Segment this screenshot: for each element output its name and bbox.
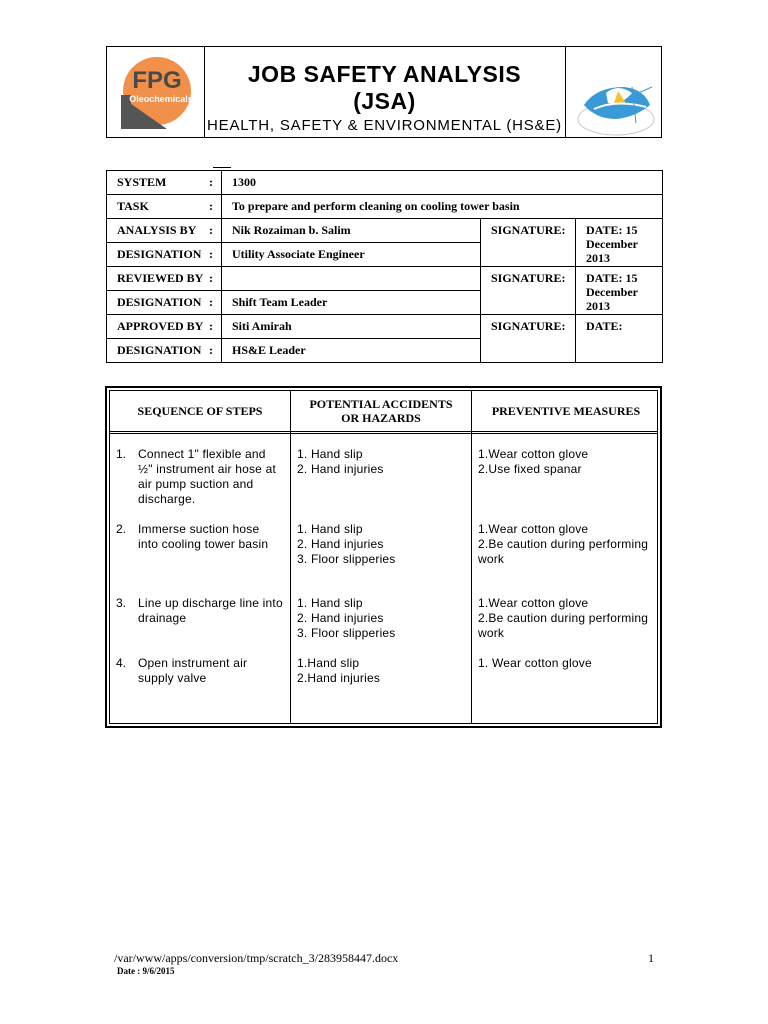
fpg-logo-icon [117, 55, 195, 131]
date-cell: DATE: 15 December 2013 [576, 219, 663, 267]
emblem-cell [565, 47, 662, 137]
header-title-cell [204, 47, 565, 137]
measures-text: 1.Wear cotton glove 2.Use fixed spanar [478, 447, 589, 476]
hazards-text: 1. Hand slip 2. Hand injuries [297, 447, 384, 476]
footer-date: Date : 9/6/2015 [117, 966, 175, 976]
document-header [106, 46, 662, 138]
table-row: REVIEWED BY : SIGNATURE: DATE: 15 December 2013 [107, 267, 663, 291]
column-header-hazards: POTENTIAL ACCIDENTS OR HAZARDS [309, 397, 453, 425]
measures-text: 1.Wear cotton glove 2.Be caution during performing work [478, 522, 649, 566]
step-text: Line up discharge line into drainage [138, 596, 283, 625]
column-header-measures: PREVENTIVE MEASURES [491, 404, 641, 418]
table-row: TASK : To prepare and perform cleaning on cooling tower basin [107, 195, 663, 219]
measures-text: 1.Wear cotton glove 2.Be caution during performing work [478, 596, 649, 640]
svg-text:Oleochemicals: Oleochemicals [129, 94, 193, 104]
hazards-text: 1. Hand slip 2. Hand injuries 3. Floor slipperies [297, 522, 396, 566]
table-row: DESIGNATION : Shift Team Leader [107, 291, 663, 315]
table-row: DESIGNATION : HS&E Leader [107, 339, 663, 363]
hse-emblem-icon [566, 47, 662, 137]
date-cell: DATE: 15 December 2013 [576, 267, 663, 315]
page-number: 1 [648, 951, 654, 965]
document-title: JOB SAFETY ANALYSIS (JSA) [247, 61, 522, 114]
company-logo-cell [107, 47, 205, 137]
hazards-text: 1.Hand slip 2.Hand injuries [297, 656, 381, 685]
column-header-steps: SEQUENCE OF STEPS [137, 404, 263, 418]
step-text: Connect 1" flexible and ½" instrument air hose at air pump suction and discharge. [138, 447, 276, 506]
table-row: APPROVED BY : Siti Amirah SIGNATURE: DATE: [107, 315, 663, 339]
step-text: Immerse suction hose into cooling tower basin [138, 522, 269, 551]
table-row: DESIGNATION : Utility Associate Engineer [107, 243, 663, 267]
document-subtitle: HEALTH, SAFETY & ENVIRONMENTAL (HS&E) [207, 117, 562, 134]
step-text: Open instrument air supply valve [138, 656, 248, 685]
job-info-table [106, 170, 663, 363]
table-row: ANALYSIS BY : Nik Rozaiman b. Salim SIGNATURE: DATE: 15 December 2013 [107, 219, 663, 243]
footer-path: /var/www/apps/conversion/tmp/scratch_3/283958447.docx [114, 951, 399, 965]
hazards-text: 1. Hand slip 2. Hand injuries 3. Floor slipperies [297, 596, 396, 640]
steps-table: SEQUENCE OF STEPS POTENTIAL ACCIDENTS OR HAZARDS PREVENTIVE MEASURES 1. Connect 1" flexible and ½" instrument air hose at air pump suction and discharge. 1. Hand slip 2. Hand injuries 1.Wear cotton glove 2.Use fixed spanar 2. Immerse suction hose into cooling tower basin 1. Hand slip 2. Hand injuries 3. Floor slipperies 1.Wear cotton glove 2.Be caution during performing work 3. Line up discharge line into drainage 1. Hand slip 2. Hand injuries 3. Floor slipperies 1.Wear cotton glove 2.Be caution during performing work 4. Open instrument air supply valve 1.Hand slip 2.Hand injuries 1. Wear cotton glove [105, 386, 662, 728]
measures-text: 1. Wear cotton glove [478, 656, 592, 670]
svg-text:FPG: FPG [132, 67, 182, 94]
table-row: SYSTEM : 1300 [107, 171, 663, 195]
divider-mark [213, 167, 231, 168]
